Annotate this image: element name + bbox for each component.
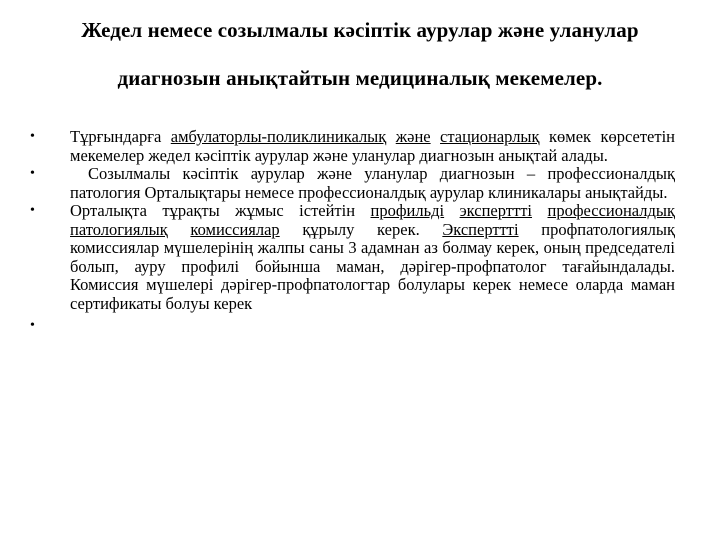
underlined-term: эксперттті: [459, 201, 533, 220]
bullet-list: [30, 128, 675, 336]
bullet-icon: •: [30, 318, 35, 333]
slide-title-line-2: диагнозын анықтайтын медициналық мекемелер.: [117, 66, 603, 90]
slide-title: [20, 6, 700, 102]
bullet-icon: •: [30, 166, 35, 181]
bullet-3-text: Орталықта тұрақты жұмыс істейтін профильді эксперттті профессионалдық патологиялық комиссиялар құрылу керек. Эксперттті профпатологиялық комиссиялар мүшелерінің жалпы саны 3 адамнан аз болмау керек, оның председателі болып, ауру профилі бойынша маман, дәрігер-профпатолог тағайындалады. Комиссия мүшелері дәрігер-профпатологтар болулары керек немесе оларда маман сертификаты болуы керек: [70, 201, 676, 313]
slide-title-line-1: Жедел немесе созылмалы кәсіптік аурулар және уланулар: [81, 18, 639, 42]
underlined-term: профессионалдық: [547, 201, 675, 220]
underlined-term: стационарлық: [440, 127, 540, 146]
bullet-icon: •: [30, 129, 35, 144]
underlined-term: профильді: [370, 201, 445, 220]
underlined-term: патологиялық: [70, 219, 168, 239]
underlined-term: комиссиялар: [190, 219, 280, 239]
underlined-term: және: [395, 127, 431, 146]
bullet-1-text: Тұрғындарға амбулаторлы-поликлиникалық және стационарлық көмек көрсететін мекемелер жедел кәсіптік аурулар және уланулар диагнозын анықтай алады.: [70, 127, 675, 165]
bullet-item-1: [30, 128, 675, 165]
underlined-term: амбулаторлы-поликлиникалық: [170, 127, 387, 146]
bullet-item-2: [30, 165, 675, 202]
bullet-2-text: Созылмалы кәсіптік аурулар және уланулар диагнозын – профессионалдық патология Орталықтары немесе профессионалдық аурулар клиникалары анықтайды.: [70, 164, 675, 202]
bullet-icon: •: [30, 203, 35, 218]
bullet-item-4-empty: [30, 317, 675, 336]
underlined-term: Эксперттті: [442, 219, 519, 239]
bullet-item-3: [30, 202, 675, 313]
